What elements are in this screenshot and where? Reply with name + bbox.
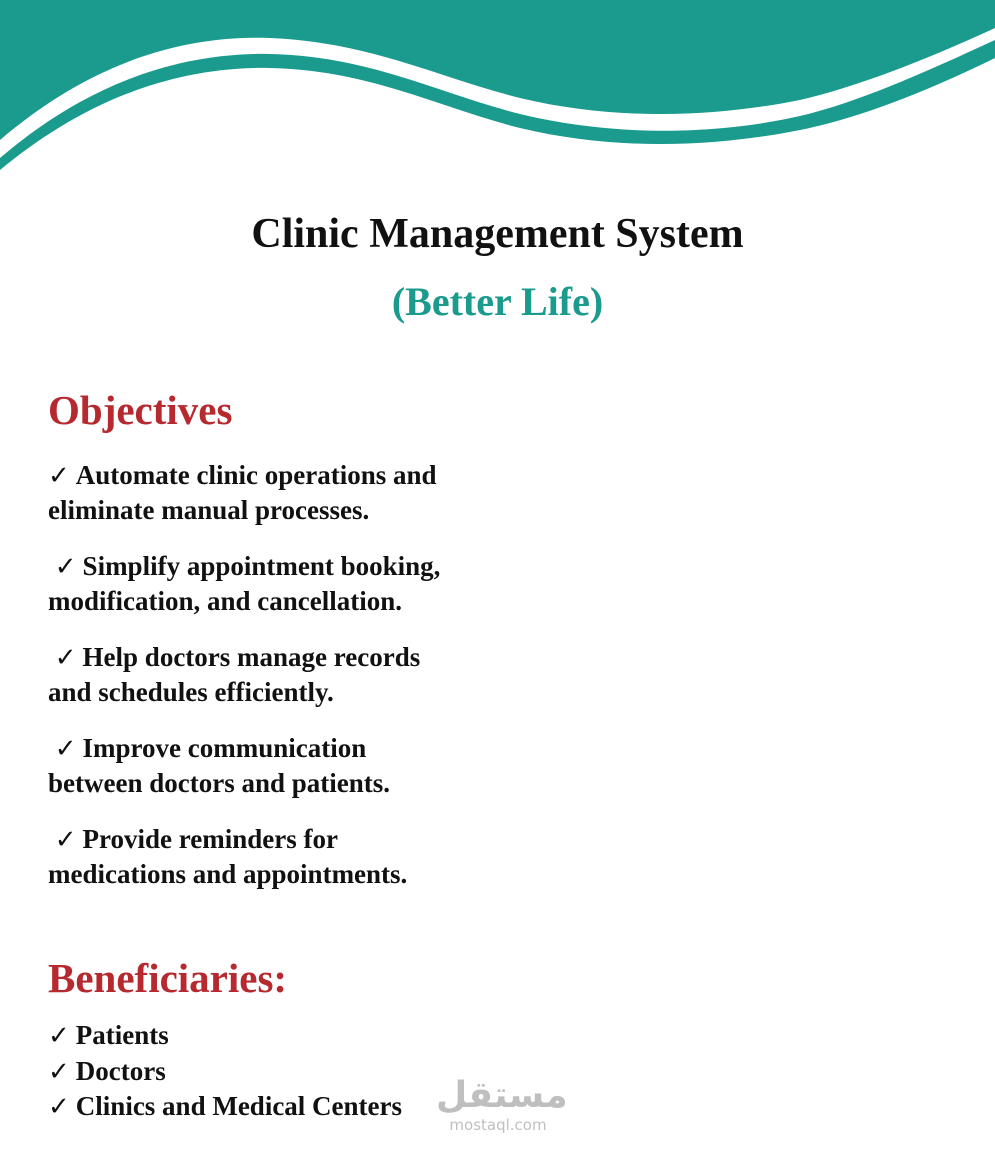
objectives-heading: Objectives <box>48 387 233 433</box>
objective-text-line1: Improve communication <box>82 733 367 763</box>
beneficiary-label: Clinics and Medical Centers <box>75 1091 403 1121</box>
check-mark-icon: ✓ <box>48 461 70 491</box>
beneficiaries-heading: Beneficiaries: <box>48 955 288 1001</box>
objective-text-line2: modification, and cancellation. <box>48 586 403 616</box>
objective-text-line1: Simplify appointment booking, <box>82 551 441 581</box>
check-mark-icon: ✓ <box>54 825 77 855</box>
objective-text-line2: and schedules efficiently. <box>48 677 334 707</box>
page-title: Clinic Management System <box>251 211 744 257</box>
objective-item <box>48 640 508 709</box>
objective-item <box>48 458 508 527</box>
beneficiary-item <box>48 1018 648 1054</box>
check-mark-icon: ✓ <box>48 1056 70 1087</box>
check-mark-icon: ✓ <box>54 734 77 764</box>
check-mark-icon: ✓ <box>54 643 77 673</box>
mostaql-watermark <box>436 1075 568 1134</box>
objective-text-line2: between doctors and patients. <box>48 768 390 798</box>
objectives-list <box>48 458 508 913</box>
objective-text-line2: eliminate manual processes. <box>48 495 370 525</box>
objective-item <box>48 822 508 891</box>
header-wave-decoration <box>0 0 995 180</box>
objective-item <box>48 549 508 618</box>
objective-text-line1: Provide reminders for <box>82 824 338 854</box>
beneficiary-label: Patients <box>75 1020 169 1050</box>
objective-text-line1: Automate clinic operations and <box>75 460 437 490</box>
check-mark-icon: ✓ <box>48 1021 70 1051</box>
objective-item <box>48 731 508 800</box>
beneficiary-label: Doctors <box>75 1055 166 1086</box>
watermark-url: mostaql.com <box>449 1116 547 1134</box>
check-mark-icon: ✓ <box>54 552 77 582</box>
page-subtitle: (Better Life) <box>391 279 604 324</box>
check-mark-icon: ✓ <box>48 1092 70 1122</box>
objective-text-line1: Help doctors manage records <box>82 642 421 672</box>
objective-text-line2: medications and appointments. <box>48 859 408 889</box>
watermark-logo: مستقل <box>436 1075 568 1116</box>
